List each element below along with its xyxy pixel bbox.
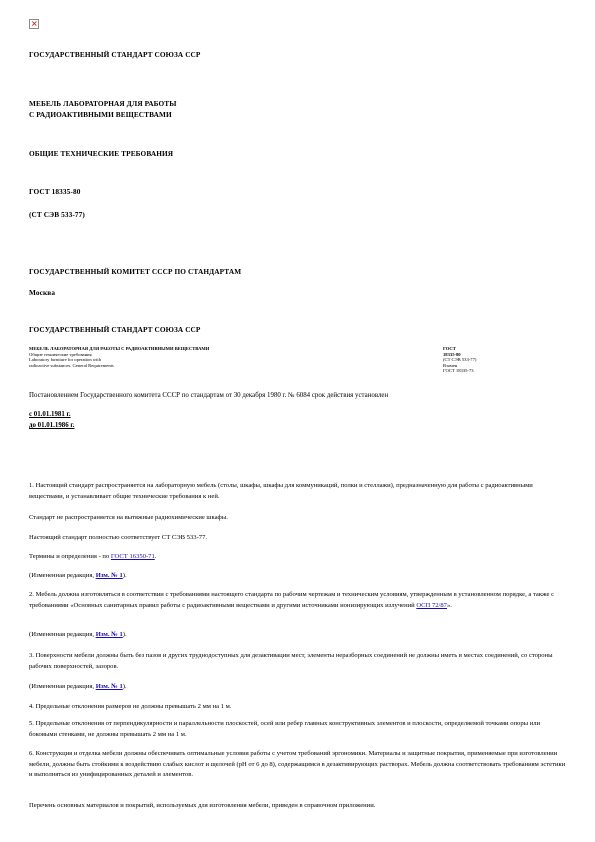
gost-label: ГОСТ [443, 346, 456, 351]
paragraph-6-design: 6. Конструкция и отделка мебели должны обеспечивать оптимальные условия работы с учетом требований эргономики. Материалы и защитные покрытия, применяемые при изготовлении мебели, должны быть стойкими к воздействию слабых кислот и щелочей (рН от 6 до 8), содержащимся в дезактивирующих растворах. Мебель должна соответствовать требованиям эстетики и выполняться из унифицированных деталей и элементов. [29, 750, 566, 778]
subtitle: ОБЩИЕ ТЕХНИЧЕСКИЕ ТРЕБОВАНИЯ [29, 149, 174, 158]
st-sev-number: (СТ СЭВ 533-77) [29, 210, 85, 219]
replaces-label: Взамен [443, 362, 458, 368]
state-standard-heading-repeat: ГОСУДАРСТВЕННЫЙ СТАНДАРТ СОЮЗА ССР [29, 325, 201, 334]
standard-info-right [443, 346, 563, 374]
title-line-1: МЕБЕЛЬ ЛАБОРАТОРНАЯ ДЛЯ РАБОТЫ [29, 99, 177, 108]
committee-name: ГОСУДАРСТВЕННЫЙ КОМИТЕТ СССР ПО СТАНДАРТАМ [29, 267, 242, 276]
revision-note-2: (Измененная редакция, Изм. № 1). [29, 631, 127, 638]
standard-title-en: Laboratory furniture for operation with [29, 357, 101, 363]
gost-code: 18335-80 [443, 351, 461, 357]
paragraph-1: 1. Настоящий стандарт распространяется на лабораторную мебель (столы, шкафы, шкафы для коммуникаций, полки и стеллажи), предназначенную для работы с радиоактивными веществами, и устанавливает общие технические требования к ней. [29, 482, 533, 500]
osp-72-87-link[interactable]: ОСП 72/87 [416, 601, 447, 609]
decree-text: Постановлением Государственного комитета СССР по стандартам от 30 декабря 1980 г. № 6084 срок действия установлен [29, 392, 389, 399]
gost-16350-link[interactable]: ГОСТ 16350-71 [110, 553, 155, 560]
amendment-1-link[interactable]: Изм. № 1 [95, 683, 123, 690]
paragraph-3: Настоящий стандарт полностью соответствует СТ СЭВ 533-77. [29, 534, 208, 541]
paragraph-2-requirements: 2. Мебель должна изготовляться в соответствии с требованиями настоящего стандарта по рабочим чертежам и техническим условиям, утвержденным в установленном порядке, а также с требованиями «Основных санитарных правил работы с радиоактивными веществами и другими источниками ионизирующих излучений ОСП 72/87». [29, 591, 555, 609]
state-standard-heading: ГОСУДАРСТВЕННЫЙ СТАНДАРТ СОЮЗА ССР [29, 50, 201, 59]
st-sev-code: (СТ СЭВ 533-77) [443, 357, 477, 363]
paragraph-2: Стандарт не распространяется на вытяжные радиохимические шкафы. [29, 514, 228, 521]
paragraph-4-tolerances: 4. Предельные отклонения размеров не должны превышать 2 мм на 1 м. [29, 703, 232, 710]
validity-from: с 01.01.1981 г. [29, 411, 71, 418]
standard-subtitle-ru: Общие технические требования [29, 351, 92, 357]
standard-subtitle-en: radioactive substances. General Requirements [29, 362, 114, 368]
paragraph-5-deviations: 5. Предельные отклонения от перпендикулярности и параллельности плоскостей, осей или ребер главных конструктивных элементов и плоскости, определяемой точками опоры или боковыми стенками, не должны превышать 2 мм на 1 м. [29, 720, 541, 738]
broken-image-icon: × [31, 19, 38, 28]
validity-to: до 01.01.1986 г. [29, 422, 75, 429]
paragraph-3-surfaces: 3. Поверхности мебели должны быть без пазов и других труднодоступных для дезактивации мест, элементы неразборных соединений не должны иметь в местах соединений, со стороны рабочих поверхностей, зазоров. [29, 652, 553, 670]
paragraph-materials-list: Перечень основных материалов и покрытий, используемых для изготовления мебели, приведен в справочном приложении. [29, 802, 376, 809]
standard-info-left [29, 346, 389, 368]
revision-note-3: (Измененная редакция, Изм. № 1). [29, 683, 127, 690]
replaced-gost: ГОСТ 18335-73 [443, 368, 474, 374]
city: Москва [29, 288, 56, 297]
standard-title-ru: МЕБЕЛЬ ЛАБОРАТОРНАЯ ДЛЯ РАБОТЫ С РАДИОАКТИВНЫМИ ВЕЩЕСТВАМИ [29, 346, 210, 351]
paragraph-terms: Термины и определения - по ГОСТ 16350-71. [29, 553, 157, 560]
gost-number: ГОСТ 18335-80 [29, 187, 81, 196]
title-line-2: С РАДИОАКТИВНЫМИ ВЕЩЕСТВАМИ [29, 110, 172, 119]
revision-note-1: (Измененная редакция, Изм. № 1). [29, 572, 127, 579]
amendment-1-link[interactable]: Изм. № 1 [95, 572, 123, 579]
amendment-1-link[interactable]: Изм. № 1 [95, 631, 123, 638]
